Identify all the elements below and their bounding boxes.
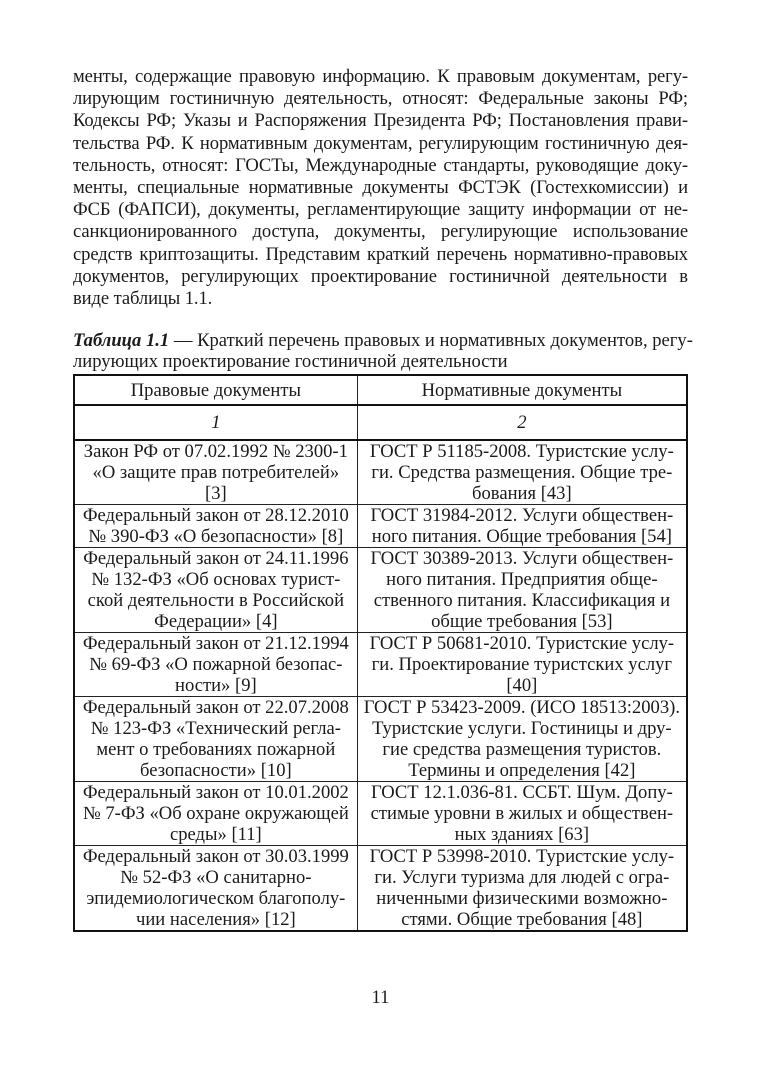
cell-line: среды» [11] <box>169 824 262 846</box>
column-header-normative: Нормативные документы <box>357 375 687 405</box>
normative-document-cell <box>357 440 687 505</box>
page-number: 11 <box>371 987 390 1008</box>
cell-line: ГОСТ Р 53998-2010. Туристские услу- <box>369 846 675 868</box>
cell-line: Туристские услуги. Гостиницы и дру- <box>372 718 672 740</box>
cell-line: ности» [9] <box>175 675 257 697</box>
paragraph-line: Кодексы РФ; Указы и Распоряжения Президента РФ; Постановления прави- <box>73 110 688 132</box>
cell-line: Федеральный закон от 22.07.2008 <box>82 697 349 719</box>
table-header-row <box>74 375 687 405</box>
cell-line: «О защите прав потребителей» <box>92 462 340 484</box>
cell-line: Федеральный закон от 30.03.1999 <box>82 846 349 868</box>
table-body <box>74 440 687 931</box>
cell-line: стями. Общие требования [48] <box>401 909 643 931</box>
cell-line: чии населения» [12] <box>135 909 296 931</box>
caption-line: лирующих проектирование гостиничной деятельности <box>73 351 508 373</box>
cell-line: Федеральный закон от 24.11.1996 <box>83 548 349 570</box>
column-number-row <box>74 405 687 440</box>
cell-line: ГОСТ 12.1.036-81. ССБТ. Шум. Допу- <box>370 782 673 804</box>
paragraph-line: лирующим гостиничную деятельность, относят: Федеральные законы РФ; <box>73 88 688 110</box>
normative-document-cell <box>357 633 687 697</box>
cell-line: ги. Проектирование туристских услуг <box>371 654 673 676</box>
table-row <box>74 440 687 505</box>
cell-line: бования [43] <box>472 483 572 505</box>
column-header-legal: Правовые документы <box>74 375 357 405</box>
legal-document-cell <box>74 548 357 633</box>
table-row <box>74 633 687 697</box>
table-row <box>74 846 687 932</box>
cell-line: ГОСТ 30389-2013. Услуги обществен- <box>370 548 674 570</box>
paragraph-line: менты, специальные нормативные документы ФСТЭК (Гостехкомиссии) и <box>73 177 688 199</box>
normative-document-cell <box>357 697 687 782</box>
paragraph-line: менты, содержащие правовую информацию. К правовым документам, регу- <box>73 66 688 87</box>
column-number: 1 <box>74 405 357 440</box>
legal-document-cell <box>74 697 357 782</box>
cell-line: ниченными физическими возможно- <box>376 888 668 910</box>
cell-line: Термины и определения [42] <box>408 760 636 782</box>
cell-line: Закон РФ от 07.02.1992 № 2300-1 <box>83 441 348 463</box>
normative-document-cell <box>357 505 687 548</box>
legal-document-cell <box>74 782 357 846</box>
cell-line: ги. Средства размещения. Общие тре- <box>371 462 673 484</box>
normative-document-cell <box>357 782 687 846</box>
document-page <box>73 66 693 932</box>
table-caption <box>73 330 693 373</box>
cell-line: гие средства размещения туристов. <box>382 739 662 761</box>
caption-text: — Краткий перечень правовых и нормативных документов, регу- <box>169 330 693 352</box>
paragraph-line: тельность, относят: ГОСТы, Международные стандарты, руководящие доку- <box>73 154 688 176</box>
cell-line: ГОСТ 31984-2012. Услуги обществен- <box>370 505 674 527</box>
table-row <box>74 697 687 782</box>
cell-line: № 7-ФЗ «Об охране окружающей <box>82 803 349 825</box>
cell-line: стимые уровни в жилых и обществен- <box>370 803 674 825</box>
paragraph-line: средств криптозащиты. Представим краткий перечень нормативно-правовых <box>73 243 688 265</box>
table-row <box>74 548 687 633</box>
table-row <box>74 505 687 548</box>
cell-line: ного питания. Общие требования [54] <box>371 526 672 548</box>
paragraph-line: тельства РФ. К нормативным документам, регулирующим гостиничную дея- <box>73 132 688 154</box>
cell-line: мент о требованиях пожарной <box>96 739 336 761</box>
cell-line: Федеральный закон от 10.01.2002 <box>82 782 349 804</box>
cell-line: ственного питания. Классификация и <box>373 590 671 612</box>
normative-document-cell <box>357 548 687 633</box>
legal-document-cell <box>74 440 357 505</box>
cell-line: № 52-ФЗ «О санитарно- <box>120 867 312 889</box>
cell-line: № 132-ФЗ «Об основах турист- <box>91 569 341 591</box>
cell-line: ГОСТ Р 50681-2010. Туристские услу- <box>369 633 675 655</box>
legal-document-cell <box>74 633 357 697</box>
documents-table <box>73 374 688 932</box>
cell-line: Федеральный закон от 21.12.1994 <box>82 633 349 655</box>
cell-line: ного питания. Предприятия обще- <box>386 569 658 591</box>
normative-document-cell <box>357 846 687 932</box>
cell-line: ской деятельности в Российской <box>87 590 345 612</box>
cell-line: [40] <box>506 675 538 697</box>
paragraph-line: санкционированного доступа, документы, регулирующие использование <box>73 221 688 243</box>
cell-line: [3] <box>205 483 227 505</box>
column-number: 2 <box>357 405 687 440</box>
cell-line: № 123-ФЗ «Технический регла- <box>90 718 341 740</box>
paragraph-line: документов, регулирующих проектирование гостиничной деятельности в <box>73 265 688 287</box>
caption-line <box>73 330 693 352</box>
cell-line: эпидемиологическом благополу- <box>86 888 346 910</box>
paragraph-line: виде таблицы 1.1. <box>73 288 213 310</box>
cell-line: № 69-ФЗ «О пожарной безопас- <box>89 654 343 676</box>
cell-line: ГОСТ Р 53423-2009. (ИСО 18513:2003). <box>363 697 680 719</box>
table-row <box>74 782 687 846</box>
legal-document-cell <box>74 846 357 932</box>
paragraph-line: ФСБ (ФАПСИ), документы, регламентирующие защиту информации от не- <box>73 199 688 221</box>
cell-line: Федерации» [4] <box>154 611 278 633</box>
cell-line: общие требования [53] <box>431 611 613 633</box>
caption-label: Таблица 1.1 <box>73 330 170 352</box>
cell-line: безопасности» [10] <box>140 760 292 782</box>
cell-line: ги. Услуги туризма для людей с огра- <box>374 867 670 889</box>
cell-line: № 390-ФЗ «О безопасности» [8] <box>88 526 344 548</box>
cell-line: ГОСТ Р 51185-2008. Туристские услу- <box>369 441 674 463</box>
intro-paragraph <box>73 66 688 310</box>
cell-line: Федеральный закон от 28.12.2010 <box>82 505 349 527</box>
cell-line: ных зданиях [63] <box>454 824 590 846</box>
legal-document-cell <box>74 505 357 548</box>
